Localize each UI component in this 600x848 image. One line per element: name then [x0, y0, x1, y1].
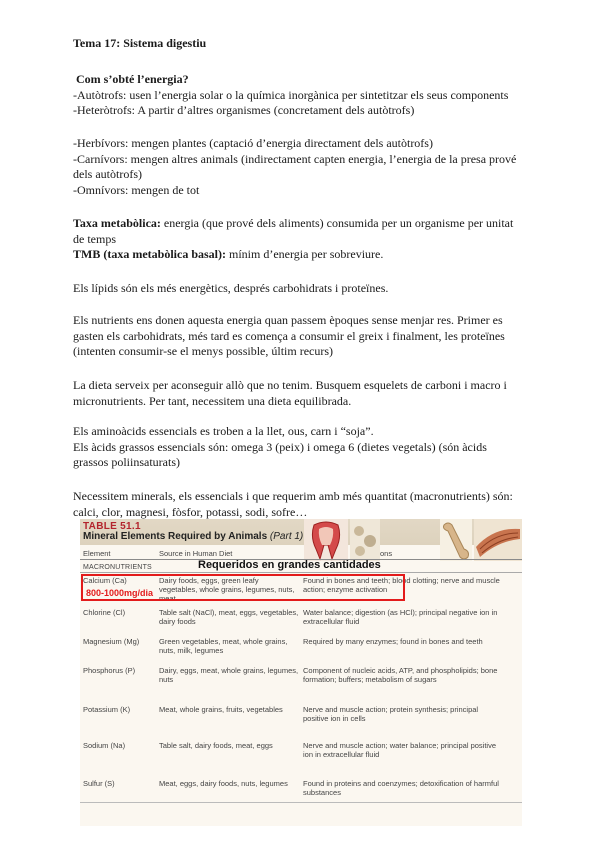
- table-bottom-divider: [80, 802, 522, 803]
- table-number: TABLE 51.1: [83, 521, 141, 532]
- taxa-metabolica-label: Taxa metabòlica:: [73, 216, 161, 230]
- row-function: Nerve and muscle action; protein synthesis; principal positive ion in cells: [303, 705, 479, 723]
- tmb-definition: [73, 247, 521, 263]
- heterotrofs-line: -Heteròtrofs: A partir d’altres organismes (concretament dels autòtrofs): [73, 103, 415, 117]
- row-source: Table salt, dairy foods, meat, eggs: [159, 741, 273, 750]
- row-function: Found in proteins and coenzymes; detoxification of harmful substances: [303, 779, 499, 797]
- row-function: Required by many enzymes; found in bones and teeth: [303, 637, 483, 646]
- row-source: Meat, whole grains, fruits, vegetables: [159, 705, 283, 714]
- page-title: Tema 17: Sistema digestiu: [73, 36, 207, 50]
- omnivors-line: -Omnívors: mengen de tot: [73, 182, 200, 197]
- row-function: Nerve and muscle action; water balance; principal positive ion in extracellular fluid: [303, 741, 497, 759]
- row-element: Chlorine (Cl): [83, 608, 126, 617]
- row-function: Component of nucleic acids, ATP, and phospholipids; bone formation; buffers; metabolism of sugars: [303, 666, 498, 684]
- row-source: Table salt (NaCl), meat, eggs, vegetables, dairy foods: [159, 608, 299, 626]
- herbivors-line: -Herbívors: mengen plantes (captació d’energia directament dels autòtrofs): [73, 136, 433, 150]
- macro-divider: [80, 572, 522, 573]
- energy-section: [73, 72, 521, 119]
- tooth-illustration-icon: [304, 519, 348, 561]
- acids-grassos-paragraph: Els àcids grassos essencials són: omega 3 (peix) i omega 6 (dietes vegetals) (són àcids grassos poliinsaturats): [73, 439, 487, 469]
- table-title: [83, 531, 303, 542]
- row-source: Green vegetables, meat, whole grains, nuts, milk, legumes: [159, 637, 288, 655]
- macronutrients-label: MACRONUTRIENTS: [83, 564, 152, 571]
- row-function: Water balance; digestion (as HCl); principal negative ion in extracellular fluid: [303, 608, 498, 626]
- macronutrients-spanish-label: Requeridos en grandes cantidades: [198, 559, 381, 571]
- calcium-dose-annotation: 800-1000mg/dia: [86, 588, 154, 598]
- row-element: Potassium (K): [83, 705, 131, 714]
- tmb-text: mínim d’energia per sobreviure.: [225, 247, 384, 261]
- table-title-part: (Part 1): [269, 531, 304, 542]
- diet-types-section: [73, 136, 521, 198]
- nutrients-paragraph: Els nutrients ens donen aquesta energia quan passem èpoques sense menjar res. Primer es gasten els carbohidrats, més tard es comença a consumir el greix i finalment, les proteïnes (intenten consumir-se el menys possible, últim recurs): [73, 313, 505, 358]
- bone-illustration-icon: [440, 519, 472, 561]
- minerals-paragraph: Necessitem minerals, els essencials i que requerim amb més quantitat (macronutrients) són: calci, clor, magnesi, fòsfor, potassi, sodi, sofre…: [73, 489, 513, 519]
- mineral-elements-table-image: [80, 519, 522, 826]
- carnivors-line: -Carnívors: mengen altres animals (indirectament capten energia, l’energia de la presa prové dels autòtrofs): [73, 151, 517, 181]
- aminoacids-paragraph: Els aminoàcids essencials es troben a la llet, ous, carn i “soja”.: [73, 424, 374, 438]
- row-source: Dairy foods, eggs, green leafy vegetables, whole grains, legumes, nuts, meat: [159, 576, 295, 603]
- lipids-paragraph: Els lípids són els més energètics, després carbohidrats i proteïnes.: [73, 281, 389, 295]
- cells-illustration-icon: [350, 519, 380, 561]
- table-title-text: Mineral Elements Required by Animals: [83, 531, 268, 542]
- column-header-element: Element: [83, 549, 111, 558]
- row-source: Meat, eggs, dairy foods, nuts, legumes: [159, 779, 288, 788]
- row-element: Sulfur (S): [83, 779, 115, 788]
- taxa-metabolica-text: energia (que prové dels aliments) consumida per un organisme per unitat de temps: [73, 216, 514, 246]
- tmb-label: TMB (taxa metabòlica basal):: [73, 247, 226, 261]
- dieta-paragraph: La dieta serveix per aconseguir allò que no tenim. Busquem esquelets de carboni i macro i micronutrients. Per tant, necessitem una dieta equilibrada.: [73, 378, 507, 408]
- row-source: Dairy, eggs, meat, whole grains, legumes, nuts: [159, 666, 299, 684]
- row-function: Found in bones and teeth; blood clotting; nerve and muscle action; enzyme activation: [303, 576, 500, 594]
- row-element: Phosphorus (P): [83, 666, 136, 675]
- column-header-functions: ons: [380, 549, 393, 558]
- row-element: Sodium (Na): [83, 741, 126, 750]
- energy-heading: Com s’obté l’energia?: [76, 72, 189, 86]
- autotrofs-line: -Autòtrofs: usen l’energia solar o la química inorgànica per sintetitzar els seus components: [73, 87, 509, 102]
- metabolic-section: [73, 216, 521, 263]
- row-element: Magnesium (Mg): [83, 637, 140, 646]
- muscle-illustration-icon: [474, 519, 522, 561]
- essentials-section: [73, 424, 521, 471]
- column-header-source: Source in Human Diet: [159, 549, 233, 558]
- row-element: Calcium (Ca): [83, 576, 127, 585]
- taxa-metabolica-definition: [73, 216, 521, 247]
